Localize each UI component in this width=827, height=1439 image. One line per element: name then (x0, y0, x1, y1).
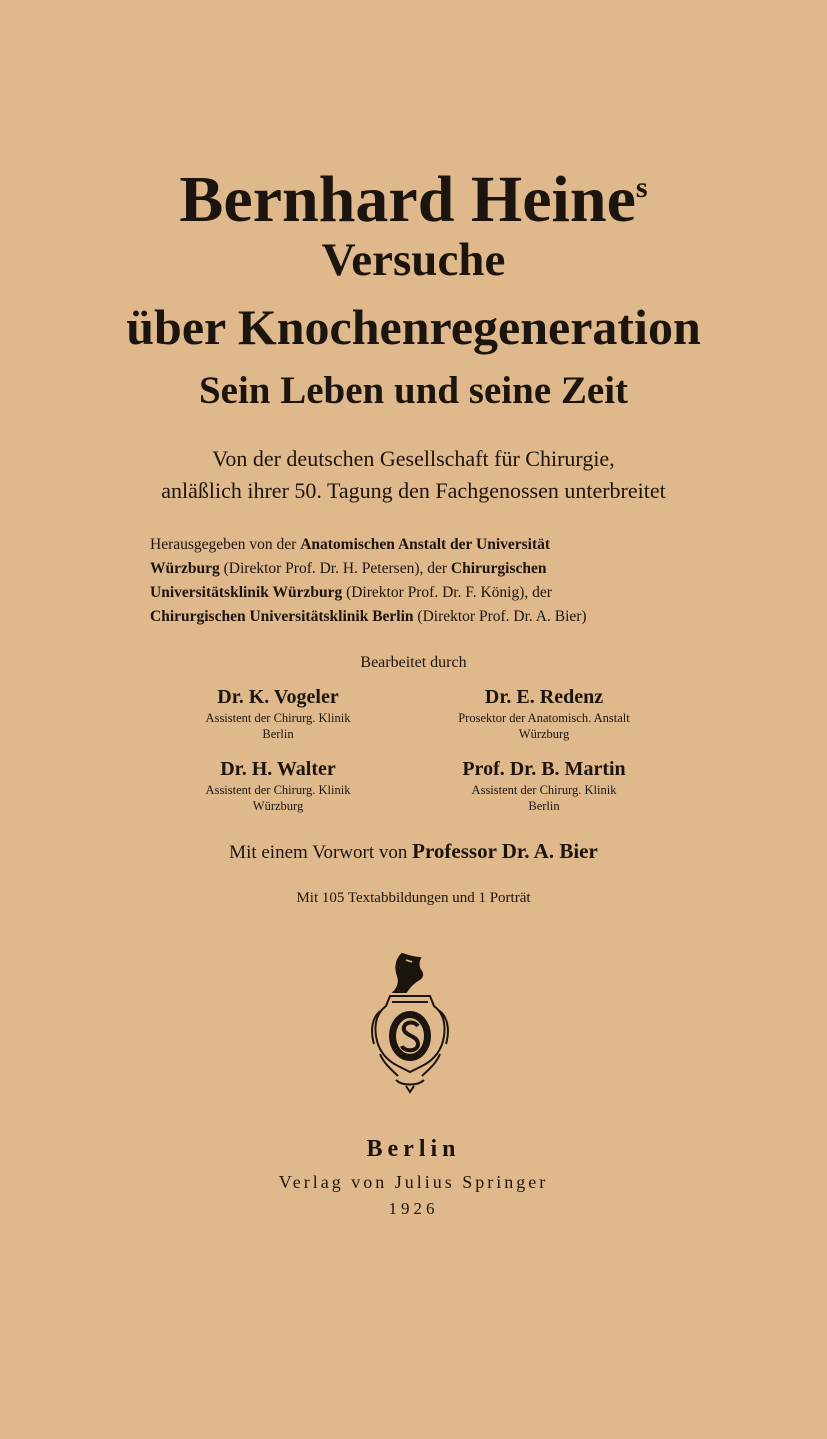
author-role: Assistent der Chirurg. Klinik (471, 783, 617, 797)
subtitle-line-1: Von der deutschen Gesellschaft für Chirurgie, (212, 446, 615, 471)
author-role: Assistent der Chirurg. Klinik (205, 783, 351, 797)
foreword-line: Mit einem Vorwort von Professor Dr. A. Bier (229, 839, 598, 863)
author-name: Dr. K. Vogeler (217, 686, 339, 708)
editor-line-3: Universitätsklinik Würzburg (Direktor Prof. Dr. F. König), der (150, 584, 552, 601)
illustrations-line: Mit 105 Textabbildungen und 1 Porträt (296, 890, 531, 906)
editor-line-2: Würzburg (Direktor Prof. Dr. H. Petersen), der Chirurgischen (150, 560, 547, 577)
author-place: Würzburg (252, 799, 304, 813)
publisher-name: Verlag von Julius Springer (278, 1172, 549, 1192)
subtitle-line-2: anläßlich ihrer 50. Tagung den Fachgenossen unterbreitet (161, 478, 666, 503)
author-place: Berlin (528, 799, 560, 813)
editor-line-1: Herausgegeben von der Anatomischen Anstalt der Universität (150, 536, 551, 553)
author-name: Dr. E. Redenz (484, 686, 604, 708)
author-block (394, 684, 694, 742)
author-block (394, 756, 694, 814)
edited-by-label: Bearbeitet durch (360, 654, 467, 671)
author-name: Dr. H. Walter (220, 758, 336, 780)
author-block (128, 756, 428, 814)
title-line-4: Sein Leben und seine Zeit (198, 369, 629, 412)
author-place: Würzburg (518, 727, 570, 741)
title-line-3: über Knochenregeneration (126, 299, 701, 355)
author-place: Berlin (262, 727, 294, 741)
publication-year: 1926 (388, 1199, 439, 1218)
author-block (128, 684, 428, 742)
publisher-city: Berlin (366, 1136, 461, 1162)
editor-line-4: Chirurgischen Universitätsklinik Berlin (Direktor Prof. Dr. A. Bier) (150, 608, 587, 625)
title-line-2: Versuche (321, 234, 506, 286)
author-role: Prosektor der Anatomisch. Anstalt (458, 711, 630, 725)
title-line-1: Bernhard Heine$^s$ (179, 163, 648, 236)
springer-horse-emblem-icon (362, 946, 458, 1096)
author-name: Prof. Dr. B. Martin (462, 758, 626, 780)
author-role: Assistent der Chirurg. Klinik (205, 711, 351, 725)
